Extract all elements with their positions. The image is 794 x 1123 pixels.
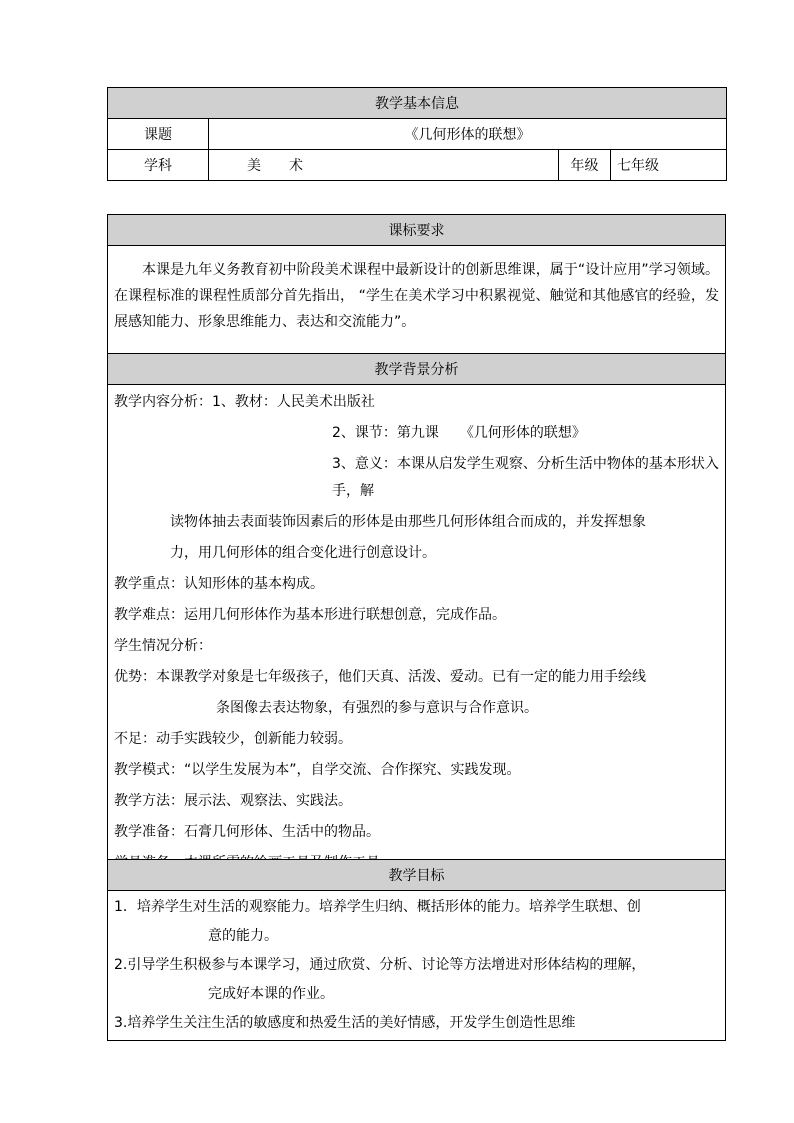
curriculum-table	[107, 214, 726, 886]
goals-cell	[108, 891, 726, 1041]
goal-1: 1．培养学生对生活的观察能力。培养学生归纳、概括形体的能力。培养学生联想、创	[114, 899, 641, 915]
subject-value: 美 术	[209, 150, 559, 181]
grade-label: 年级	[559, 150, 611, 181]
grade-value: 七年级	[611, 150, 727, 181]
teaching-method: 教学方法：展示法、观察法、实践法。	[114, 793, 352, 809]
content-meaning-cont: 读物体抽去表面装饰因素后的形体是由那些几何形体组合而成的，并发挥想象	[170, 514, 646, 530]
standard-cell	[108, 246, 726, 354]
basic-info-table	[107, 87, 727, 181]
background-header: 教学背景分析	[108, 354, 726, 385]
basic-info-header: 教学基本信息	[108, 88, 727, 119]
teaching-focus: 教学重点：认知形体的基本构成。	[114, 576, 324, 592]
strength-line: 优势：本课教学对象是七年级孩子，他们天真、活泼、爱动。已有一定的能力用手绘线	[114, 669, 646, 685]
goal-2-cont: 完成好本课的作业。	[208, 986, 334, 1002]
goals-table	[107, 859, 726, 1041]
teaching-mode: 教学模式：“以学生发展为本”，自学交流、合作探究、实践发现。	[114, 762, 521, 778]
content-lesson-line: 2、课节：第九课 《几何形体的联想》	[332, 425, 586, 441]
standard-header: 课标要求	[108, 215, 726, 246]
standard-text: 本课是九年义务教育初中阶段美术课程中最新设计的创新思维课，属于“设计应用”学习领域。在课程标准的课程性质部分首先指出， “学生在美术学习中积累视觉、触觉和其他感官的经验，发展感知能力、形象思维能力、表达和交流能力”。	[114, 261, 719, 330]
strength-cont: 条图像去表达物象，有强烈的参与意识与合作意识。	[216, 700, 538, 716]
goal-2: 2.引导学生积极参与本课学习，通过欣赏、分析、讨论等方法增进对形体结构的理解，	[114, 957, 646, 973]
weakness-line: 不足：动手实践较少，创新能力较弱。	[114, 731, 352, 747]
goal-3: 3.培养学生关注生活的敏感度和热爱生活的美好情感，开发学生创造性思维	[114, 1015, 576, 1031]
background-cell	[108, 385, 726, 886]
course-label: 课题	[108, 119, 209, 150]
content-meaning-end: 力，用几何形体的组合变化进行创意设计。	[170, 545, 436, 561]
content-analysis-line: 教学内容分析：1、教材：人民美术出版社	[114, 394, 375, 410]
teaching-difficulty: 教学难点：运用几何形体作为基本形进行联想创意，完成作品。	[114, 607, 506, 623]
subject-label: 学科	[108, 150, 209, 181]
goal-1-cont: 意的能力。	[208, 928, 278, 944]
goals-header: 教学目标	[108, 860, 726, 891]
content-meaning-line: 3、意义：本课从启发学生观察、分析生活中物体的基本形状入手，解	[332, 456, 719, 499]
teaching-prep: 教学准备：石膏几何形体、生活中的物品。	[114, 824, 380, 840]
student-analysis: 学生情况分析：	[114, 638, 212, 654]
course-value: 《几何形体的联想》	[209, 119, 727, 150]
